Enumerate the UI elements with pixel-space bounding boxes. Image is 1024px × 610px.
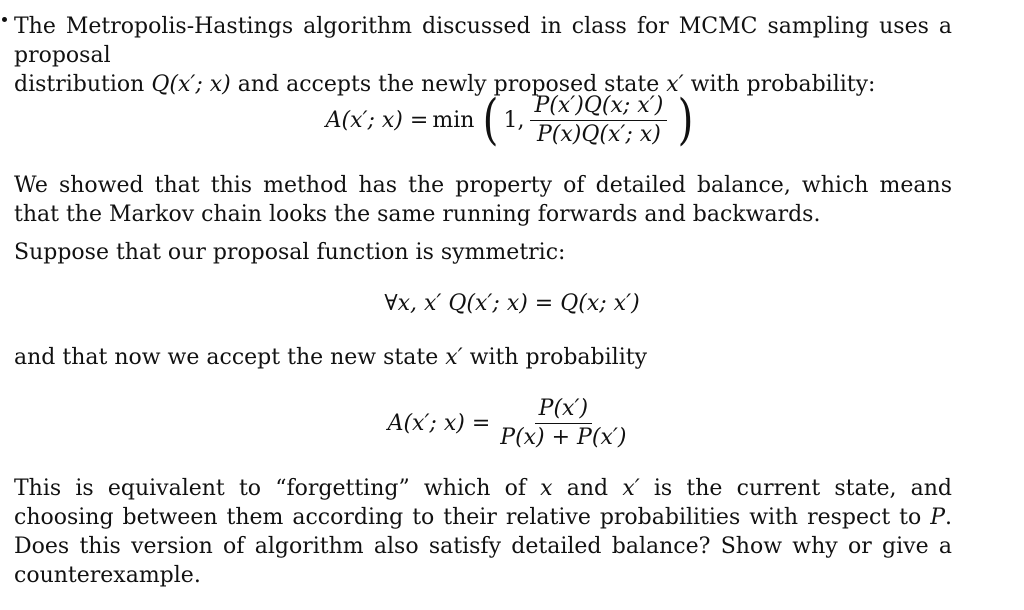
equation-acceptance-new xyxy=(0,393,1024,453)
list-bullet-icon xyxy=(2,17,7,22)
para4-pre: and that now we accept the new state xyxy=(14,345,446,370)
eq1-one: 1, xyxy=(503,107,525,133)
intro-line1: The Metropolis-Hastings algorithm discussed in class for MCMC sampling uses a proposal xyxy=(14,14,952,68)
eq3-denominator: P(x) + P(x′) xyxy=(500,424,627,450)
detailed-balance-paragraph: We showed that this method has the property of detailed balance, which means that the Markov chain looks the same running forwards and backwards. xyxy=(14,173,952,227)
para5-m2: x′ xyxy=(622,476,640,501)
eq1-denominator: P(x)Q(x′; x) xyxy=(536,121,661,147)
question-paragraph xyxy=(14,474,952,590)
eq1-fraction xyxy=(530,92,667,149)
new-acceptance-paragraph xyxy=(14,343,952,372)
equation-acceptance-mh xyxy=(0,88,1024,152)
eq2-text: ∀x, x′ Q(x′; x) = Q(x; x′) xyxy=(384,290,640,316)
proposal-distribution-math: Q(x′; x) xyxy=(151,72,231,97)
eq3-numerator: P(x′) xyxy=(535,395,592,424)
eq1-numerator: P(x′)Q(x; x′) xyxy=(530,92,667,121)
equation-symmetric xyxy=(0,286,1024,320)
para5-m1: x xyxy=(540,476,553,501)
eq1-lhs: A(x′; x) = xyxy=(325,107,429,133)
right-paren-icon: ) xyxy=(677,88,694,151)
para4-math: x′ xyxy=(445,345,463,370)
para5-post1: is the current state, and choosing between them according to their relative probabilities with respect to xyxy=(14,476,952,530)
intro-line2-post: with probability: xyxy=(683,72,876,97)
eq3-lhs: A(x′; x) = xyxy=(387,410,491,436)
intro-line2-pre: distribution xyxy=(14,72,152,97)
para5-m3: P xyxy=(930,505,945,530)
para5-mid: and xyxy=(552,476,623,501)
left-paren-icon: ( xyxy=(483,88,499,151)
proposed-state-math: x′ xyxy=(666,72,684,97)
intro-line2-mid: and accepts the newly proposed state xyxy=(230,72,667,97)
para4-post: with probability xyxy=(462,345,648,370)
eq3-fraction xyxy=(496,395,630,452)
eq1-min: min xyxy=(432,107,475,133)
intro-paragraph xyxy=(14,12,952,99)
para5-pre: This is equivalent to “forgetting” which of xyxy=(14,476,541,501)
symmetric-paragraph: Suppose that our proposal function is symmetric: xyxy=(14,240,566,265)
para5-post2: . Does this version of algorithm also satisfy detailed balance? Show why or give a counterexample. xyxy=(14,505,952,588)
